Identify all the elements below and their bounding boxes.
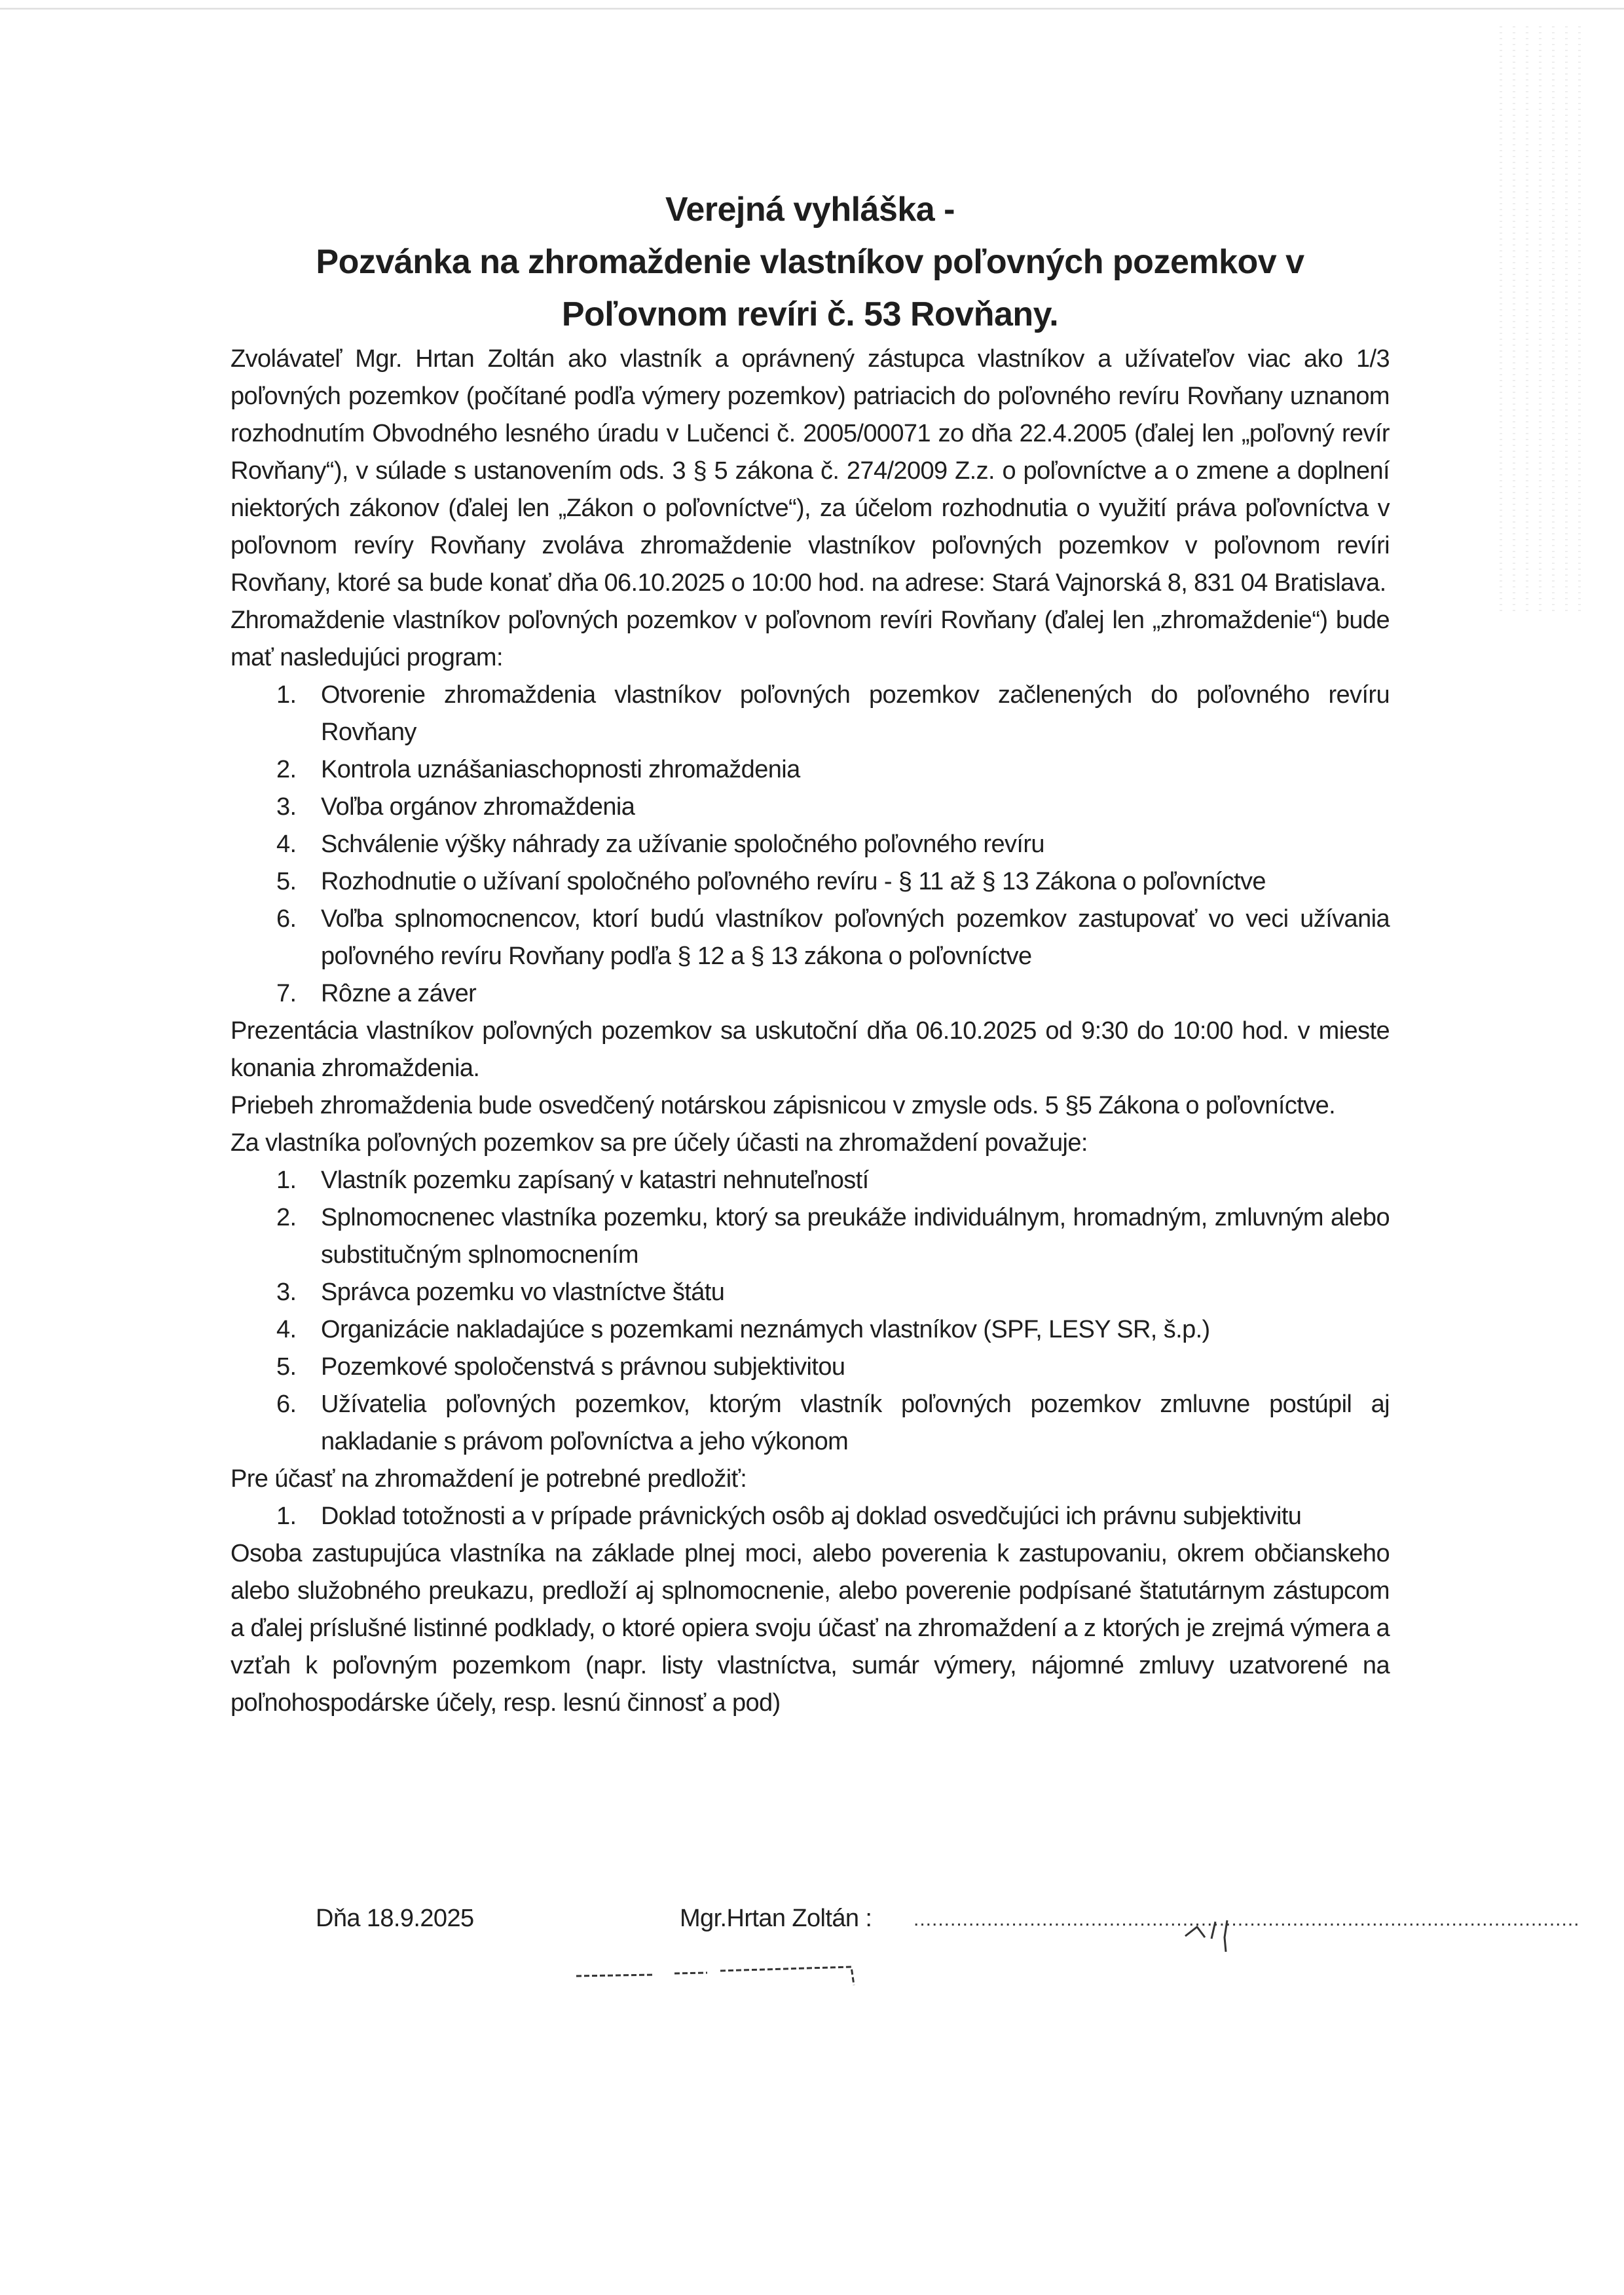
representative-paragraph: Osoba zastupujúca vlastníka na základe plnej moci, alebo poverenia k zastupovaniu, okrem občianskeho alebo služobného preukazu, predloží aj splnomocnenie, alebo poverenie podpísané štatutárnym zástupcom a ďalej príslušné listinné podklady, o ktoré opiera svoju účasť na zhromaždení a z ktorých je zrejmá výmera a vzťah k poľovným pozemkom (napr. listy vlastníctva, sumár výmery, nájomné zmluvy uzatvorené na poľnohospodárske účely, resp. lesnú činnosť a pod) bbox=[231, 1540, 1390, 1717]
signature-line: ............................................................................................................. bbox=[913, 1909, 1580, 1930]
stamp-edge-mark-icon bbox=[576, 1962, 864, 1988]
item-number: 7. bbox=[276, 980, 297, 1007]
scan-margin-artifacts bbox=[1500, 26, 1585, 616]
owner-item bbox=[231, 1199, 1390, 1274]
documents-list bbox=[231, 1498, 1390, 1535]
handwritten-signature-icon bbox=[1179, 1909, 1270, 1954]
owner-item bbox=[231, 1349, 1390, 1386]
document-title bbox=[231, 183, 1390, 341]
item-text: Doklad totožnosti a v prípade právnických osôb aj doklad osvedčujúci ich právnu subjektivitu bbox=[321, 1502, 1302, 1530]
title-line-2: Pozvánka na zhromaždenie vlastníkov poľovných pozemkov v bbox=[316, 243, 1304, 281]
program-item bbox=[231, 751, 1390, 789]
item-number: 3. bbox=[276, 793, 297, 821]
program-item bbox=[231, 789, 1390, 826]
presentation-paragraph: Prezentácia vlastníkov poľovných pozemkov sa uskutoční dňa 06.10.2025 od 9:30 do 10:00 hod. v mieste konania zhromaždenia. bbox=[231, 1017, 1390, 1082]
program-item bbox=[231, 677, 1390, 751]
item-text: Kontrola uznášaniaschopnosti zhromaždenia bbox=[321, 756, 800, 783]
item-text: Vlastník pozemku zapísaný v katastri nehnuteľností bbox=[321, 1166, 869, 1194]
owner-item bbox=[231, 1386, 1390, 1461]
program-item bbox=[231, 901, 1390, 975]
documents-intro: Pre účasť na zhromaždení je potrebné predložiť: bbox=[231, 1465, 747, 1493]
item-text: Voľba orgánov zhromaždenia bbox=[321, 793, 635, 821]
item-number: 2. bbox=[276, 1204, 297, 1231]
title-line-1: Verejná vyhláška - bbox=[665, 191, 955, 229]
item-text: Užívatelia poľovných pozemkov, ktorým vlastník poľovných pozemkov zmluvne postúpil aj nakladanie s právom poľovníctva a jeho výkonom bbox=[321, 1390, 1390, 1455]
item-number: 1. bbox=[276, 1166, 297, 1194]
item-number: 2. bbox=[276, 756, 297, 783]
scan-top-edge bbox=[0, 8, 1624, 10]
notary-paragraph: Priebeh zhromaždenia bude osvedčený notárskou zápisnicou v zmysle ods. 5 §5 Zákona o poľovníctve. bbox=[231, 1092, 1336, 1119]
program-list bbox=[231, 677, 1390, 1013]
item-text: Pozemkové spoločenstvá s právnou subjektivitou bbox=[321, 1353, 845, 1381]
item-number: 3. bbox=[276, 1278, 297, 1306]
item-number: 4. bbox=[276, 1316, 297, 1343]
item-number: 5. bbox=[276, 1353, 297, 1381]
documents-item bbox=[231, 1498, 1390, 1535]
item-number: 1. bbox=[276, 1502, 297, 1530]
item-number: 6. bbox=[276, 905, 297, 933]
item-text: Rozhodnutie o užívaní spoločného poľovného revíru - § 11 až § 13 Zákona o poľovníctve bbox=[321, 868, 1266, 895]
owner-intro: Za vlastníka poľovných pozemkov sa pre účely účasti na zhromaždení považuje: bbox=[231, 1129, 1088, 1157]
item-number: 6. bbox=[276, 1390, 297, 1418]
owner-item bbox=[231, 1311, 1390, 1349]
title-line-3: Poľovnom revíri č. 53 Rovňany. bbox=[561, 295, 1059, 333]
item-text: Splnomocnenec vlastníka pozemku, ktorý sa preukáže individuálnym, hromadným, zmluvným alebo substitučným splnomocnením bbox=[321, 1204, 1390, 1269]
item-number: 1. bbox=[276, 681, 297, 709]
document-page bbox=[231, 183, 1390, 1722]
item-text: Organizácie nakladajúce s pozemkami neznámych vlastníkov (SPF, LESY SR, š.p.) bbox=[321, 1316, 1210, 1343]
program-item bbox=[231, 863, 1390, 901]
signatory-name: Mgr.Hrtan Zoltán : bbox=[680, 1905, 872, 1932]
program-intro: Zhromaždenie vlastníkov poľovných pozemkov v poľovnom revíri Rovňany (ďalej len „zhromaždenie“) bude mať nasledujúci program: bbox=[231, 606, 1390, 671]
item-text: Otvorenie zhromaždenia vlastníkov poľovných pozemkov začlenených do poľovného revíru Rovňany bbox=[321, 681, 1390, 746]
owner-item bbox=[231, 1162, 1390, 1199]
owner-item bbox=[231, 1274, 1390, 1311]
program-item bbox=[231, 975, 1390, 1013]
item-number: 5. bbox=[276, 868, 297, 895]
item-text: Schválenie výšky náhrady za užívanie spoločného poľovného revíru bbox=[321, 830, 1044, 858]
intro-paragraph: Zvolávateľ Mgr. Hrtan Zoltán ako vlastník a oprávnený zástupca vlastníkov a užívateľov viac ako 1/3 poľovných pozemkov (počítané podľa výmery pozemkov) patriacich do poľovného revíru Rovňany uznanom rozhodnutím Obvodného lesného úradu v Lučenci č. 2005/00071 zo dňa 22.4.2005 (ďalej len „poľovný revír Rovňany“), v súlade s ustanovením ods. 3 § 5 zákona č. 274/2009 Z.z. o poľovníctve a o zmene a doplnení niektorých zákonov (ďalej len „Zákon o poľovníctve“), za účelom rozhodnutia o využití práva poľovníctva v poľovnom revíry Rovňany zvoláva zhromaždenie vlastníkov poľovných pozemkov v poľovnom revíri Rovňany, ktoré sa bude konať dňa 06.10.2025 o 10:00 hod. na adrese: Stará Vajnorská 8, 831 04 Bratislava. bbox=[231, 345, 1390, 597]
item-text: Voľba splnomocnencov, ktorí budú vlastníkov poľovných pozemkov zastupovať vo veci užívania poľovného revíru Rovňany podľa § 12 a § 13 zákona o poľovníctve bbox=[321, 905, 1390, 970]
item-number: 4. bbox=[276, 830, 297, 858]
owner-list bbox=[231, 1162, 1390, 1461]
item-text: Správca pozemku vo vlastníctve štátu bbox=[321, 1278, 725, 1306]
program-item bbox=[231, 826, 1390, 863]
signature-date: Dňa 18.9.2025 bbox=[316, 1905, 474, 1932]
item-text: Rôzne a záver bbox=[321, 980, 477, 1007]
